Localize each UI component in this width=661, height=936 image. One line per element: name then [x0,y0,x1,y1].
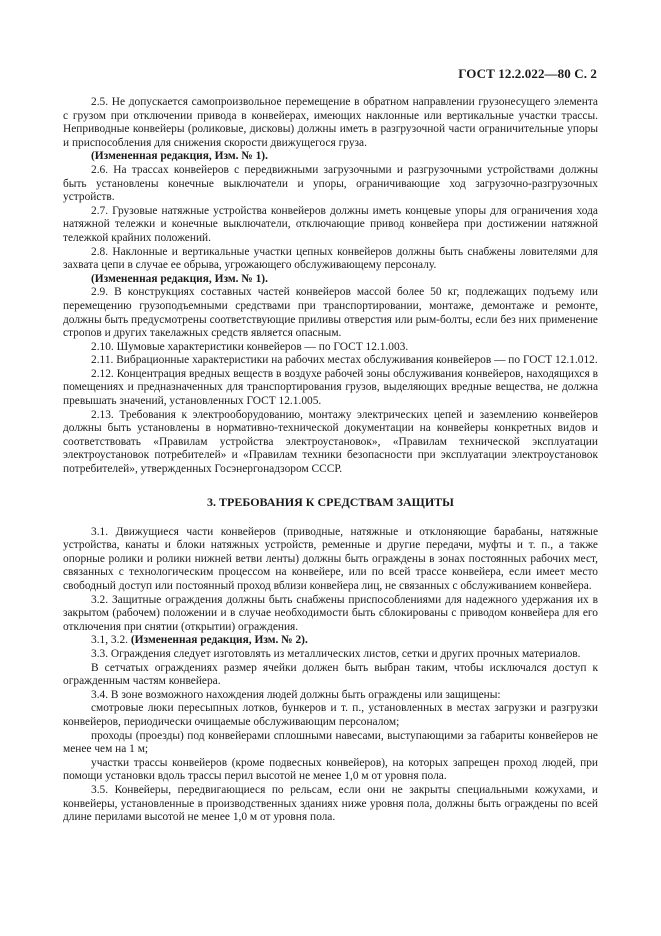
paragraph-2-6: 2.6. На трассах конвейеров с передвижными загрузочными и разгрузочными устройствами должны быть установлены конечные выключатели и упоры, ограничивающие ход загрузочно-разгрузочных устройств. [63,163,598,204]
paragraph-2-10: 2.10. Шумовые характеристики конвейеров — по ГОСТ 12.1.003. [91,340,409,353]
paragraph-2-7: 2.7. Грузовые натяжные устройства конвейеров должны иметь концевые упоры для ограничения хода натяжной тележки и конечные выключатели, отключающие привод конвейера при достижении натяжной тележкой крайних положений. [63,204,598,244]
page-header: ГОСТ 12.2.022—80 С. 2 [458,66,597,81]
paragraph-3-1: 3.1. Движущиеся части конвейеров (приводные, натяжные и отклоняющие барабаны, натяжные устройства, канаты и блоки натяжных устройств, ременные и другие передачи, муфты и т. п., а также опорные ролики и ролики нижней ветви ленты) должны быть ограждены в зонах постоянных рабочих мест, связанных с технологическим процессом на конвейере, или по всей трассе конвейера, если имеет место свободный доступ или постоянный проход вблизи конвейера лиц, не связанных с обслуживанием конвейера. [63,525,598,592]
paragraph-3-4-passages: проходы (проезды) под конвейерами сплошными навесами, выступающими за габариты конвейеров не менее чем на 1 м; [63,729,598,756]
paragraph-3-4-hatches: смотровые люки пересыпных лотков, бункеров и т. п., установленных в местах загрузки и разгрузки конвейеров, периодически очищаемые обслуживающим персоналом; [63,702,598,728]
amendment-label: (Измененная редакция, Изм. № 2). [130,634,308,647]
paragraph-2-11: 2.11. Вибрационные характеристики на рабочих местах обслуживания конвейеров — по ГОСТ 12.1.012. [91,354,598,367]
paragraph-2-12: 2.12. Концентрация вредных веществ в воздухе рабочей зоны обслуживания конвейеров, находящихся в помещениях и предназначенных для транспортирования грузов, выделяющих вредные вещества, не должна превышать значений, установленных ГОСТ 12.1.005. [63,367,598,408]
amendment-ref: 3.1, 3.2. [91,634,131,647]
amendment-note-3 [63,634,598,648]
amendment-note: (Измененная редакция, Изм. № 1). [91,272,268,285]
paragraph-2-8: 2.8. Наклонные и вертикальные участки цепных конвейеров должны быть снабжены ловителями для захвата цепи в случае ее обрыва, угрожающего обслуживающему персоналу. [63,245,598,272]
paragraph-3-3-mesh: В сетчатых ограждениях размер ячейки должен быть выбран таким, чтобы исключался доступ к огражденным частям конвейера. [63,661,598,688]
section-3-heading: 3. ТРЕБОВАНИЯ К СРЕДСТВАМ ЗАЩИТЫ [207,494,454,509]
paragraph-2-9: 2.9. В конструкциях составных частей конвейеров массой более 50 кг, подлежащих подъему или перемещению грузоподъемными средствами при транспортировании, монтаже, демонтаже и ремонте, должны быть предусмотрены соответствующие приливы отверстия или рым-болты, если без них применение стропов и других такелажных средств является опасным. [63,286,598,340]
amendment-note: (Измененная редакция, Изм. № 1). [91,150,268,163]
paragraph-3-4: 3.4. В зоне возможного нахождения людей должны быть ограждены или защищены: [91,688,501,701]
paragraph-3-5: 3.5. Конвейеры, передвигающиеся по рельсам, если они не закрыты специальными кожухами, и конвейеры, установленные в производственных зданиях ниже уровня пола, должны быть ограждены по всей длине перилами высотой не менее 1,0 м от уровня пола. [63,783,598,824]
paragraph-3-4-route: участки трассы конвейеров (кроме подвесных конвейеров), на которых запрещен проход людей, при помощи установки вдоль трассы перил высотой не менее 1,0 м от уровня пола. [63,756,598,783]
document-body [63,96,598,825]
paragraph-2-13: 2.13. Требования к электрооборудованию, монтажу электрических цепей и заземлению конвейеров должны быть установлены в нормативно-технической документации на конвейеры конкретных видов и соответствовать «Правилам устройства электроустановок», «Правилам технической эксплуатации электроустановок потребителей» и «Правилам техники безопасности при эксплуатации электроустановок потребителей», утвержденных Госэнергонадзором СССР. [63,408,598,476]
paragraph-2-5: 2.5. Не допускается самопроизвольное перемещение в обратном направлении грузонесущего элемента с грузом при отключении привода в конвейерах, имеющих наклонные или вертикальные участки трассы. Неприводные конвейеры (роликовые, дисковы) должны иметь в разгрузочной части ограничительные упоры и приспособления для снижения скорости движущегося груза. [63,96,598,149]
paragraph-3-3: 3.3. Ограждения следует изготовлять из металлических листов, сетки и других прочных материалов. [91,647,581,660]
paragraph-3-2: 3.2. Защитные ограждения должны быть снабжены приспособлениями для надежного удержания их в закрытом (рабочем) положении и в случае необходимости быть сблокированы с приводом конвейера для его отключения при снятии (открытии) ограждения. [63,593,598,633]
